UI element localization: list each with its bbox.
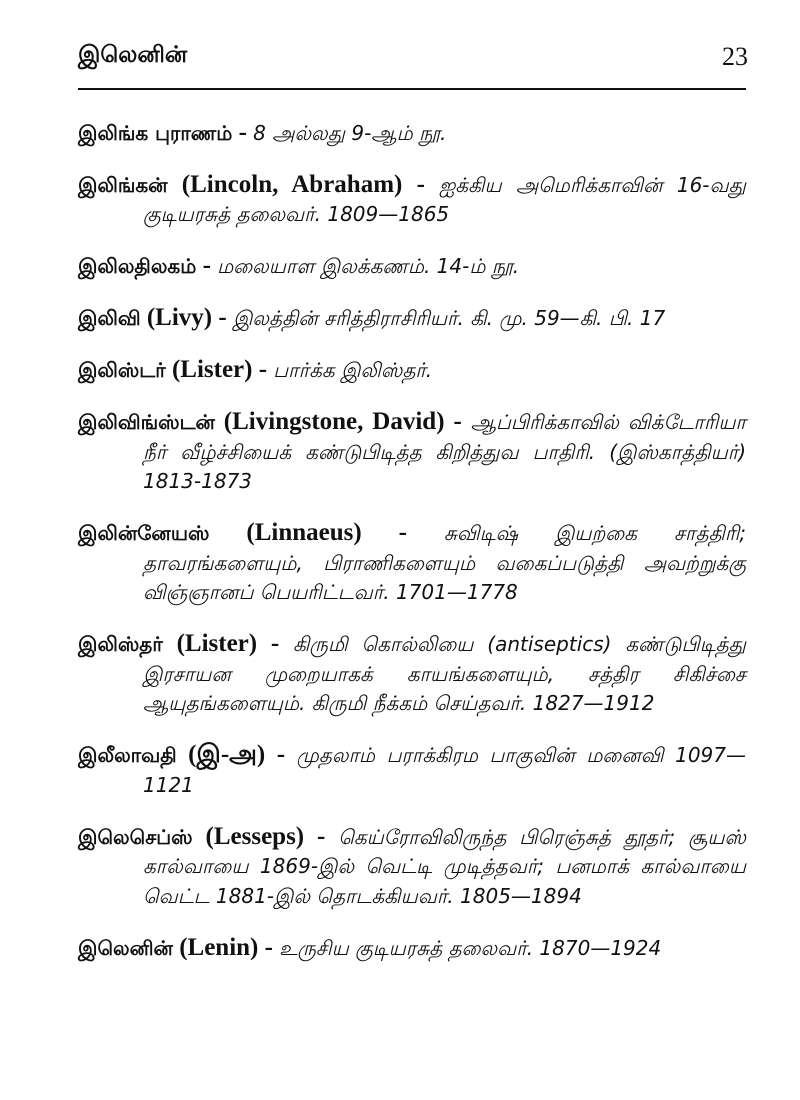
entry-headword: இலின்னேயஸ் [78,521,210,545]
entry-separator: - [304,822,339,850]
entry-separator: - [212,304,233,331]
entry-separator: - [252,356,274,383]
entry-headword: இலீலாவதி [78,743,177,767]
dictionary-entry [78,629,746,719]
entry-english-name: (Lesseps) [192,822,305,850]
entry-separator: - [258,933,280,961]
entry-headword: இலிங்க புராணம் [78,120,233,145]
entry-definition: கெய்ரோவிலிருந்த பிரெஞ்சுத் தூதர்; சூயஸ் கால்வாயை 1869-இல் வெட்டி முடித்தவர்; பனமாக் கால்வாயை வெட்ட 1881-இல் தொடக்கியவர். 1805—1894 [143,824,747,908]
dictionary-entry [78,740,746,800]
entry-definition: உருசிய குடியரசுத் தலைவர். 1870—1924 [279,935,662,960]
dictionary-entry [78,251,746,282]
entry-separator: - [361,519,444,546]
entry-english-name: (Livingstone, David) [214,408,445,435]
entry-definition: முதலாம் பராக்கிரம பாகுவின் மனைவி 1097—1121 [143,743,747,797]
entry-definition: சுவிடிஷ் இயற்கை சாத்திரி; தாவரங்களையும், பிராணிகளையும் வகைப்படுத்தி அவற்றுக்கு விஞ்ஞானப் பெயரிட்டவர். 1701—1778 [143,521,747,604]
entry-definition: மலையாள இலக்கணம். 14-ம் நூ. [217,254,520,278]
entry-separator: - [402,170,440,198]
entry-separator: - [232,118,254,146]
entry-english-name: (Livy) [140,304,213,331]
entry-definition: ஆப்பிரிக்காவில் விக்டோரியா நீர் வீழ்ச்சியைக் கண்டுபிடித்த கிறித்துவ பாதிரி. (இஸ்காத்தியர்) 1813-1873 [143,410,747,493]
entry-headword: இலெனின் [78,935,173,960]
entry-list [78,96,746,975]
entry-english-name: (Lenin) [172,933,259,961]
dictionary-entry [78,822,746,912]
page-number: 23 [722,42,748,71]
entry-english-name: (இ-அ) [176,741,266,768]
entry-definition: ஐக்கிய அமெரிக்காவின் 16-வது குடியரசுத் தலைவர். 1809—1865 [143,172,746,226]
entry-definition: பார்க்க இலிஸ்தர். [273,358,433,382]
entry-separator: - [196,252,218,279]
entry-headword: இலிவி [78,306,141,330]
dictionary-entry [78,518,746,608]
dictionary-entry [78,303,746,334]
dictionary-entry [78,118,746,149]
entry-separator: - [265,741,297,768]
dictionary-entry [78,355,746,386]
entry-english-name: (Lister) [165,356,253,383]
entry-english-name: (Lister) [162,630,258,657]
entry-headword: இலிஸ்தர் [78,632,163,656]
entry-definition: 8 அல்லது 9-ஆம் நூ. [253,120,447,145]
dictionary-entry [78,933,746,964]
running-head: இலெனின் [78,42,188,68]
entry-headword: இலிஸ்டர் [78,358,166,382]
entry-headword: இலிவிங்ஸ்டன் [78,410,215,434]
page-header [78,38,748,82]
dictionary-entry [78,407,746,497]
entry-definition: கிருமி கொல்லியை (antiseptics) கண்டுபிடித்து இரசாயன முறையாகக் காயங்களையும், சத்திர சிகிச்சை ஆயுதங்களையும். கிருமி நீக்கம் செய்தவர். 1827—1912 [143,632,746,715]
entry-headword: இலெசெப்ஸ் [78,824,193,849]
entry-headword: இலிங்கன் [78,172,168,197]
entry-definition: இலத்தின் சரித்திராசிரியர். கி. மு. 59—கி. பி. 17 [232,306,666,330]
entry-separator: - [257,630,294,657]
entry-separator: - [444,408,471,435]
entry-headword: இலிலதிலகம் [78,254,197,278]
dictionary-entry [78,170,746,230]
entry-english-name: (Linnaeus) [209,519,362,546]
header-rule [78,88,746,90]
entry-english-name: (Lincoln, Abraham) [167,170,403,198]
